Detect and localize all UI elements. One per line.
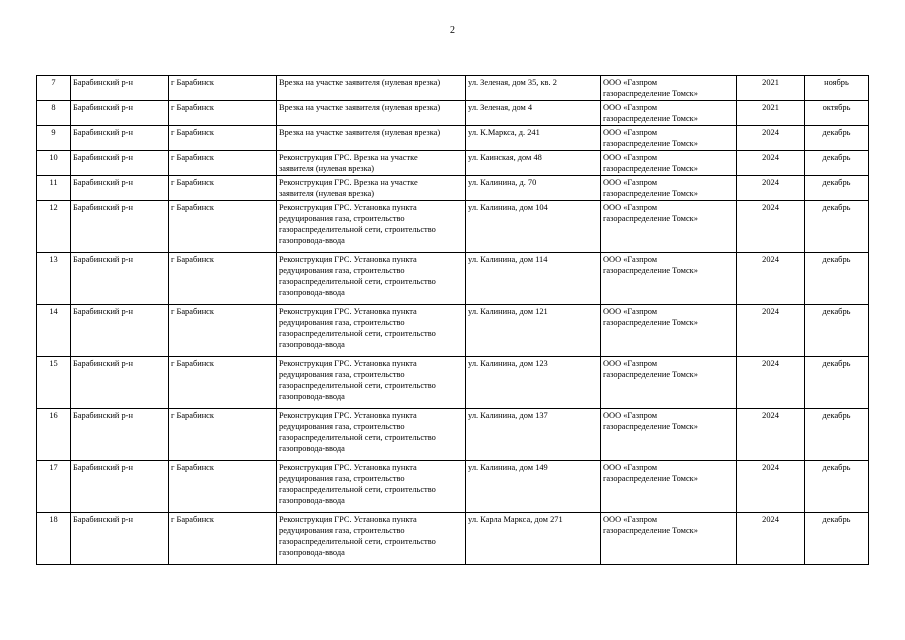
organization-line: ООО «Газпром — [603, 411, 658, 420]
city-cell: г Барабинск — [169, 176, 277, 201]
address-cell: ул. Калинина, дом 149 — [466, 461, 601, 513]
address-cell: ул. Калинина, дом 123 — [466, 357, 601, 409]
city-cell: г Барабинск — [169, 461, 277, 513]
organization-cell — [601, 126, 737, 151]
address-cell: ул. Каинская, дом 48 — [466, 151, 601, 176]
city-cell: г Барабинск — [169, 357, 277, 409]
organization-line: газораспределение Томск» — [603, 139, 698, 148]
work-description-cell — [277, 126, 466, 151]
row-number-cell: 17 — [37, 461, 71, 513]
year-cell: 2021 — [737, 76, 805, 101]
work-description-line: газораспределительной сети, строительство — [279, 277, 436, 286]
table-row — [37, 513, 869, 565]
work-description-line: редуцирования газа, строительство — [279, 526, 405, 535]
organization-line: ООО «Газпром — [603, 203, 658, 212]
table-row — [37, 409, 869, 461]
organization-cell — [601, 201, 737, 253]
work-description-line: Реконструкция ГРС. Установка пункта — [279, 359, 417, 368]
district-cell: Барабинский р-н — [71, 461, 169, 513]
city-cell: г Барабинск — [169, 513, 277, 565]
table-body — [37, 76, 869, 565]
district-cell: Барабинский р-н — [71, 76, 169, 101]
organization-line: ООО «Газпром — [603, 153, 658, 162]
work-description-line: Реконструкция ГРС. Установка пункта — [279, 515, 417, 524]
work-description-line: газораспределительной сети, строительство — [279, 381, 436, 390]
year-cell: 2024 — [737, 461, 805, 513]
organization-line: ООО «Газпром — [603, 307, 658, 316]
work-description-cell — [277, 305, 466, 357]
work-description-line: Врезка на участке заявителя (нулевая врезка) — [279, 78, 441, 87]
work-description-cell — [277, 461, 466, 513]
organization-line: газораспределение Томск» — [603, 318, 698, 327]
address-cell: ул. Калинина, дом 137 — [466, 409, 601, 461]
city-cell: г Барабинск — [169, 76, 277, 101]
year-cell: 2024 — [737, 126, 805, 151]
month-cell: декабрь — [805, 461, 869, 513]
organization-cell — [601, 176, 737, 201]
year-cell: 2024 — [737, 176, 805, 201]
year-cell: 2024 — [737, 253, 805, 305]
address-cell: ул. Калинина, дом 121 — [466, 305, 601, 357]
work-description-cell — [277, 76, 466, 101]
organization-line: газораспределение Томск» — [603, 526, 698, 535]
row-number-cell: 14 — [37, 305, 71, 357]
organization-line: ООО «Газпром — [603, 255, 658, 264]
month-cell: декабрь — [805, 513, 869, 565]
work-description-line: Врезка на участке заявителя (нулевая врезка) — [279, 128, 441, 137]
year-cell: 2024 — [737, 305, 805, 357]
page-number: 2 — [450, 25, 455, 36]
organization-cell — [601, 76, 737, 101]
row-number-cell: 12 — [37, 201, 71, 253]
table-row — [37, 176, 869, 201]
work-description-line: заявителя (нулевая врезка) — [279, 189, 375, 198]
month-cell: ноябрь — [805, 76, 869, 101]
city-cell: г Барабинск — [169, 101, 277, 126]
month-cell: декабрь — [805, 305, 869, 357]
year-cell: 2024 — [737, 513, 805, 565]
table-row — [37, 101, 869, 126]
month-cell: декабрь — [805, 151, 869, 176]
work-description-line: Реконструкция ГРС. Врезка на участке — [279, 178, 418, 187]
work-description-cell — [277, 101, 466, 126]
organization-line: газораспределение Томск» — [603, 214, 698, 223]
row-number-cell: 16 — [37, 409, 71, 461]
row-number-cell: 13 — [37, 253, 71, 305]
organization-line: ООО «Газпром — [603, 78, 658, 87]
month-cell: декабрь — [805, 409, 869, 461]
district-cell: Барабинский р-н — [71, 357, 169, 409]
year-cell: 2024 — [737, 201, 805, 253]
work-description-line: Врезка на участке заявителя (нулевая врезка) — [279, 103, 441, 112]
year-cell: 2024 — [737, 357, 805, 409]
work-description-line: редуцирования газа, строительство — [279, 370, 405, 379]
organization-line: ООО «Газпром — [603, 103, 658, 112]
address-cell: ул. Зеленая, дом 4 — [466, 101, 601, 126]
address-cell: ул. Зеленая, дом 35, кв. 2 — [466, 76, 601, 101]
work-description-line: Реконструкция ГРС. Врезка на участке — [279, 153, 418, 162]
work-description-line: газопровода-ввода — [279, 496, 345, 505]
month-cell: декабрь — [805, 126, 869, 151]
work-description-line: газораспределительной сети, строительство — [279, 485, 436, 494]
organization-line: ООО «Газпром — [603, 463, 658, 472]
row-number-cell: 11 — [37, 176, 71, 201]
address-cell: ул. Калинина, д. 70 — [466, 176, 601, 201]
district-cell: Барабинский р-н — [71, 101, 169, 126]
table-row — [37, 305, 869, 357]
row-number-cell: 10 — [37, 151, 71, 176]
district-cell: Барабинский р-н — [71, 253, 169, 305]
work-description-line: газопровода-ввода — [279, 236, 345, 245]
address-cell: ул. Калинина, дом 104 — [466, 201, 601, 253]
month-cell: декабрь — [805, 201, 869, 253]
work-description-line: газораспределительной сети, строительство — [279, 433, 436, 442]
city-cell: г Барабинск — [169, 201, 277, 253]
city-cell: г Барабинск — [169, 151, 277, 176]
work-description-cell — [277, 409, 466, 461]
organization-line: газораспределение Томск» — [603, 189, 698, 198]
organization-line: ООО «Газпром — [603, 128, 658, 137]
work-description-line: газопровода-ввода — [279, 340, 345, 349]
row-number-cell: 8 — [37, 101, 71, 126]
address-cell: ул. К.Маркса, д. 241 — [466, 126, 601, 151]
table-row — [37, 76, 869, 101]
address-cell: ул. Калинина, дом 114 — [466, 253, 601, 305]
table-row — [37, 201, 869, 253]
work-description-cell — [277, 201, 466, 253]
city-cell: г Барабинск — [169, 253, 277, 305]
city-cell: г Барабинск — [169, 126, 277, 151]
city-cell: г Барабинск — [169, 409, 277, 461]
row-number-cell: 9 — [37, 126, 71, 151]
month-cell: декабрь — [805, 357, 869, 409]
work-description-cell — [277, 253, 466, 305]
year-cell: 2024 — [737, 151, 805, 176]
work-description-line: газораспределительной сети, строительство — [279, 225, 436, 234]
work-description-line: Реконструкция ГРС. Установка пункта — [279, 411, 417, 420]
organization-cell — [601, 151, 737, 176]
organization-line: ООО «Газпром — [603, 359, 658, 368]
work-description-line: газопровода-ввода — [279, 392, 345, 401]
organization-cell — [601, 357, 737, 409]
work-description-line: редуцирования газа, строительство — [279, 214, 405, 223]
work-description-line: газораспределительной сети, строительство — [279, 329, 436, 338]
work-description-line: газопровода-ввода — [279, 288, 345, 297]
organization-line: газораспределение Томск» — [603, 164, 698, 173]
district-cell: Барабинский р-н — [71, 513, 169, 565]
organization-cell — [601, 513, 737, 565]
organization-line: газораспределение Томск» — [603, 266, 698, 275]
work-description-line: редуцирования газа, строительство — [279, 266, 405, 275]
organization-line: газораспределение Томск» — [603, 114, 698, 123]
year-cell: 2024 — [737, 409, 805, 461]
district-cell: Барабинский р-н — [71, 409, 169, 461]
organization-cell — [601, 305, 737, 357]
organization-line: ООО «Газпром — [603, 515, 658, 524]
month-cell: октябрь — [805, 101, 869, 126]
work-description-line: Реконструкция ГРС. Установка пункта — [279, 255, 417, 264]
work-description-line: газопровода-ввода — [279, 444, 345, 453]
row-number-cell: 18 — [37, 513, 71, 565]
organization-line: газораспределение Томск» — [603, 89, 698, 98]
row-number-cell: 15 — [37, 357, 71, 409]
work-description-line: Реконструкция ГРС. Установка пункта — [279, 463, 417, 472]
district-cell: Барабинский р-н — [71, 305, 169, 357]
city-cell: г Барабинск — [169, 305, 277, 357]
table-row — [37, 126, 869, 151]
work-description-line: редуцирования газа, строительство — [279, 422, 405, 431]
work-description-cell — [277, 151, 466, 176]
organization-line: ООО «Газпром — [603, 178, 658, 187]
table-row — [37, 253, 869, 305]
work-description-cell — [277, 357, 466, 409]
table-row — [37, 151, 869, 176]
address-cell: ул. Карла Маркса, дом 271 — [466, 513, 601, 565]
gas-works-table — [36, 75, 869, 565]
month-cell: декабрь — [805, 176, 869, 201]
district-cell: Барабинский р-н — [71, 151, 169, 176]
work-description-line: редуцирования газа, строительство — [279, 474, 405, 483]
district-cell: Барабинский р-н — [71, 201, 169, 253]
work-description-line: Реконструкция ГРС. Установка пункта — [279, 307, 417, 316]
work-description-cell — [277, 176, 466, 201]
table-row — [37, 461, 869, 513]
organization-cell — [601, 461, 737, 513]
month-cell: декабрь — [805, 253, 869, 305]
organization-line: газораспределение Томск» — [603, 422, 698, 431]
district-cell: Барабинский р-н — [71, 126, 169, 151]
work-description-line: газопровода-ввода — [279, 548, 345, 557]
work-description-line: редуцирования газа, строительство — [279, 318, 405, 327]
district-cell: Барабинский р-н — [71, 176, 169, 201]
organization-line: газораспределение Томск» — [603, 370, 698, 379]
organization-line: газораспределение Томск» — [603, 474, 698, 483]
organization-cell — [601, 409, 737, 461]
organization-cell — [601, 253, 737, 305]
work-description-cell — [277, 513, 466, 565]
row-number-cell: 7 — [37, 76, 71, 101]
work-description-line: Реконструкция ГРС. Установка пункта — [279, 203, 417, 212]
work-description-line: заявителя (нулевая врезка) — [279, 164, 375, 173]
table-row — [37, 357, 869, 409]
year-cell: 2021 — [737, 101, 805, 126]
organization-cell — [601, 101, 737, 126]
work-description-line: газораспределительной сети, строительство — [279, 537, 436, 546]
